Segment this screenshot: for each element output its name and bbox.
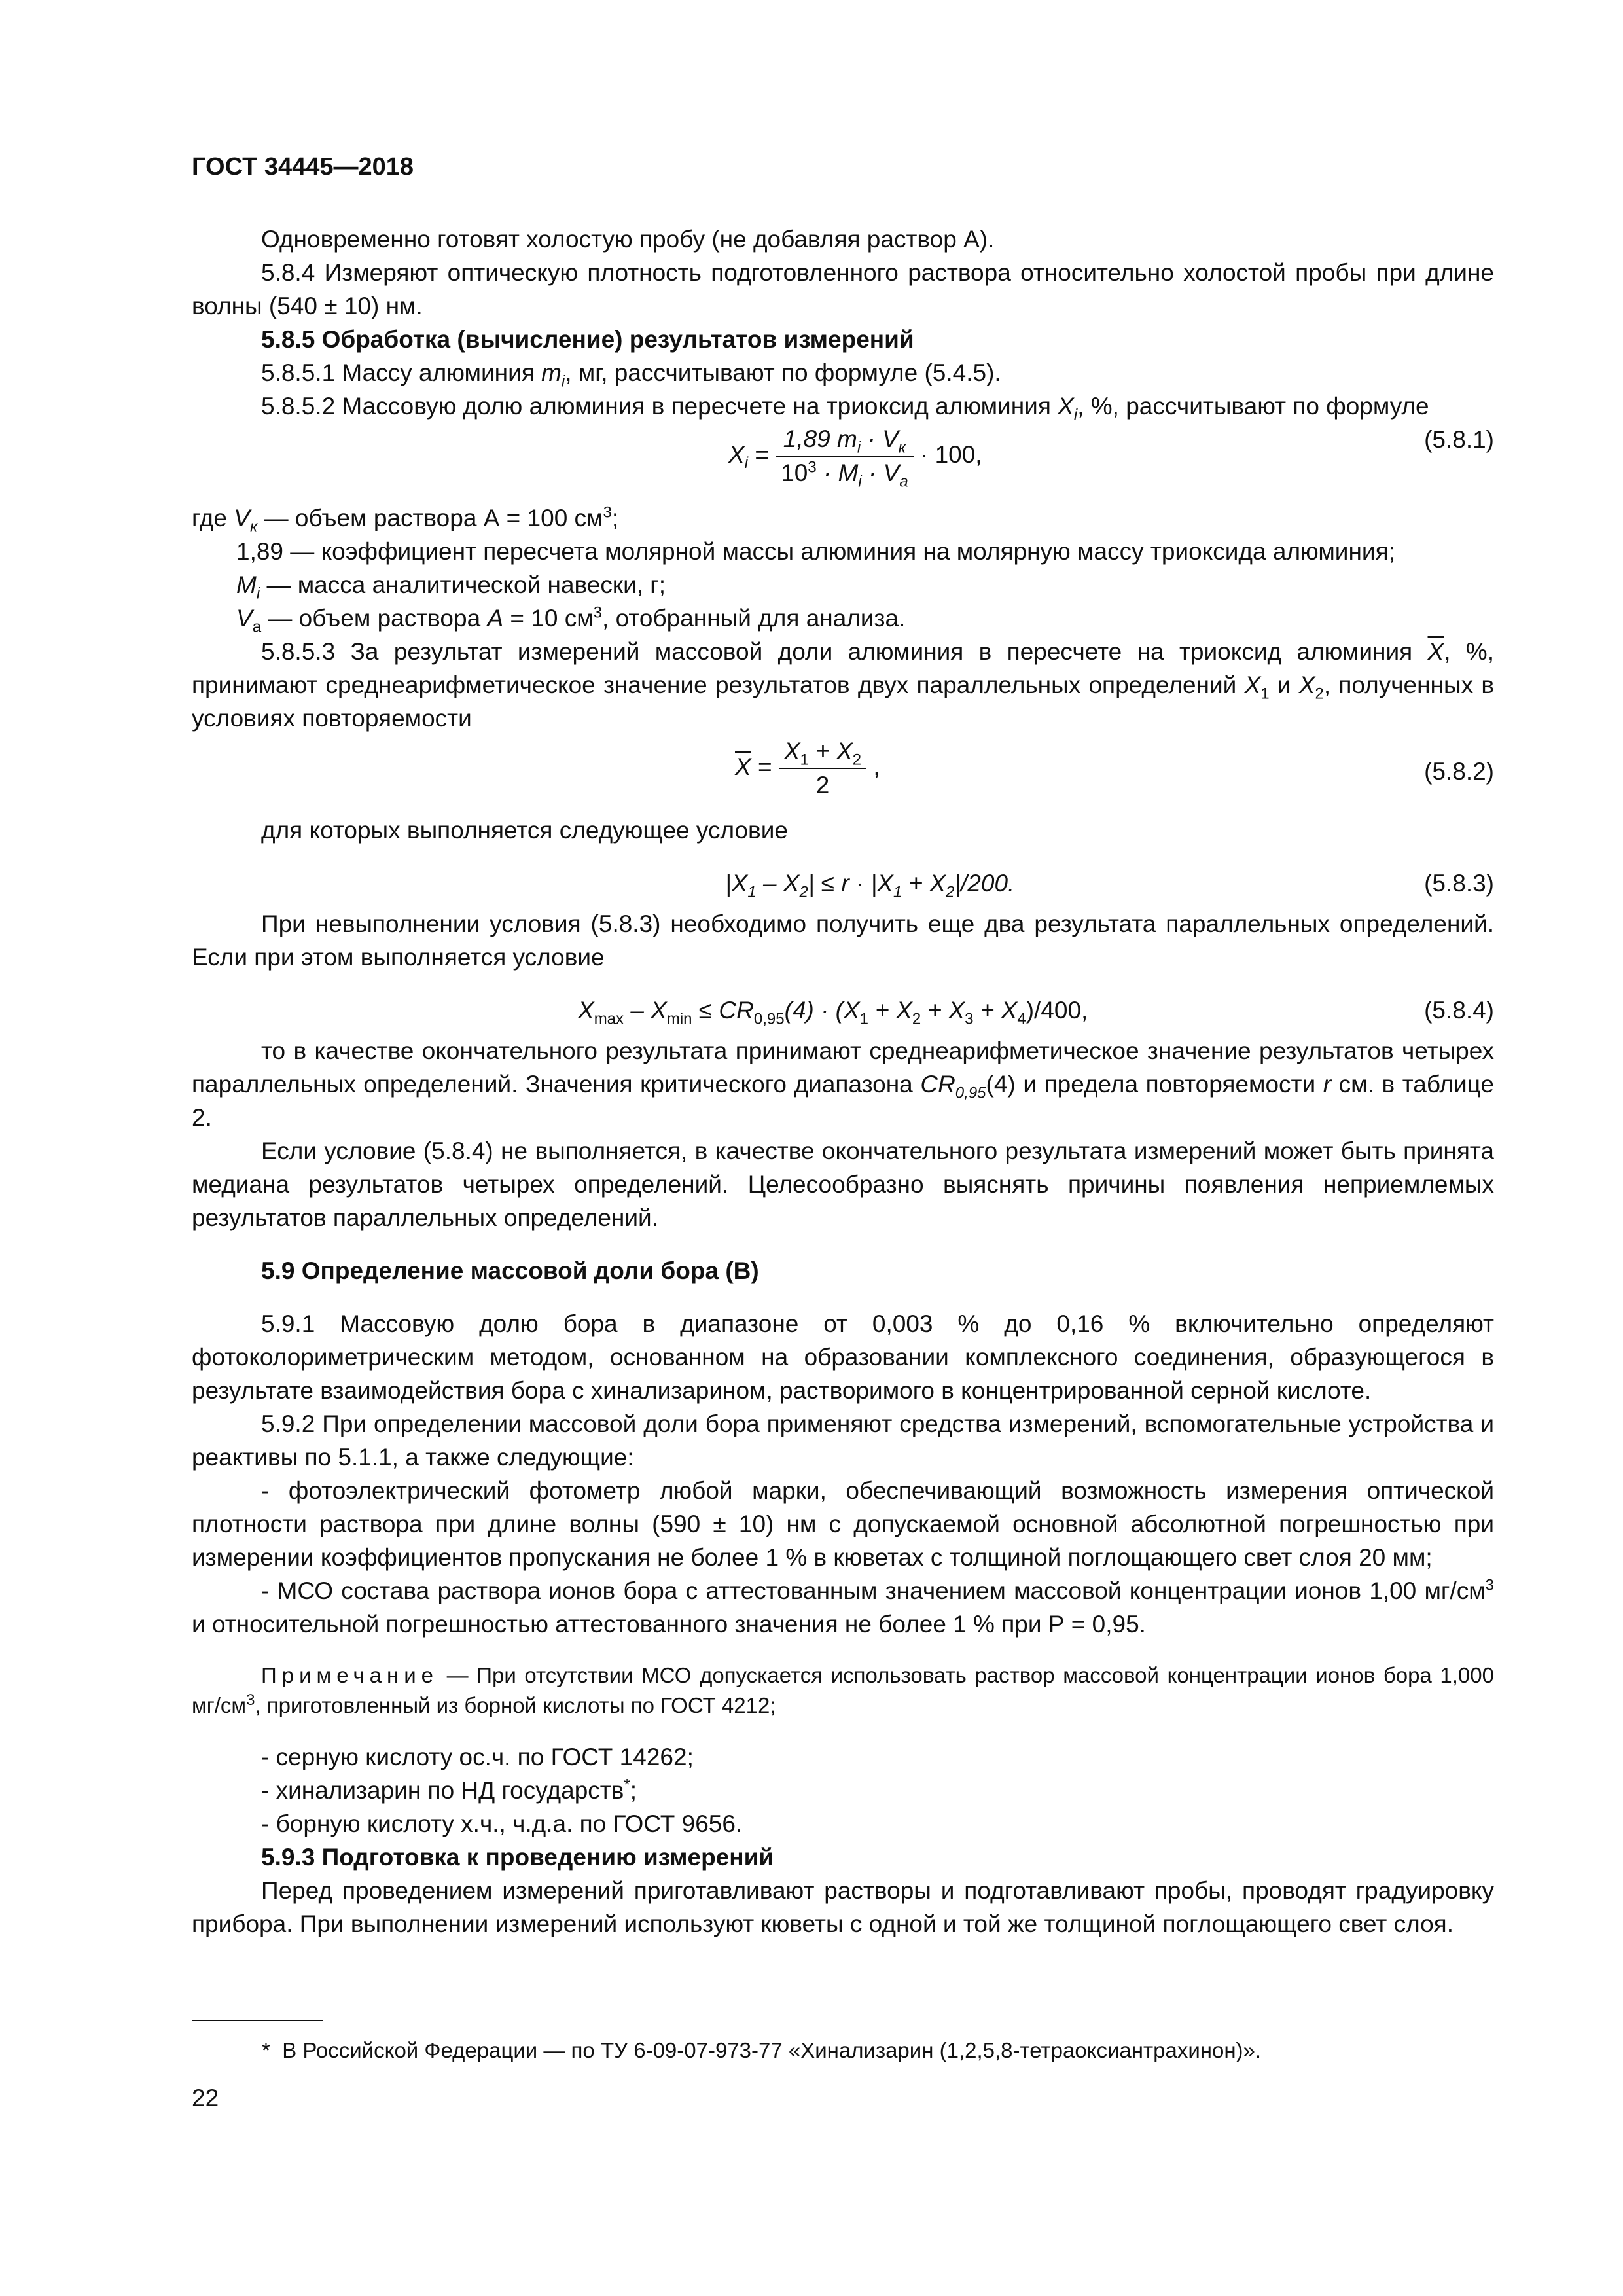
- where-line: $M_i$ — масса аналитической навески, г;: [236, 571, 666, 603]
- where-line: где $V_к$ — объем раствора А = 100 $см^3$;: [192, 503, 619, 536]
- footnote-divider: [192, 2020, 323, 2021]
- paragraph: для которых выполняется следующее условие: [261, 817, 788, 844]
- list-item: - хинализарин по НД государств*;: [261, 1776, 637, 1804]
- document-body: [192, 223, 1494, 1941]
- note: Примечание — При отсутствии МСО допускается использовать раствор массовой концентрации ионов бора 1,000 $мг/см^3$, приготовленный из борной кислоты по ГОСТ 4212;: [192, 1663, 1494, 1717]
- paragraph-5-8-4: 5.8.4 Измеряют оптическую плотность подготовленного раствора относительно холостой пробы при длине волны (540 ± 10) нм.: [192, 259, 1494, 319]
- paragraph: При невыполнении условия (5.8.3) необходимо получить еще два результата параллельных определений. Если при этом выполняется условие: [192, 910, 1494, 971]
- fraction: $\frac{1,89 m_i \cdot V_к}{10^3 \cdot M_i \cdot V_a}$: [776, 423, 913, 490]
- equation-5-8-2: $\overline{X}$ = $\frac{X_1 + X_2}{2}$ , (5.8.2): [192, 735, 1494, 814]
- equation-5-8-3: $|X_1 - X_2| \le r \cdot |X_1 + X_2|/200$. (5.8.3): [192, 867, 1494, 907]
- paragraph-5-8-5-2: 5.8.5.2 Массовую долю алюминия в пересчете на триоксид алюминия $X_i$, %, рассчитывают по формуле: [261, 393, 1429, 424]
- where-line: 1,89 — коэффициент пересчета молярной массы алюминия на молярную массу триоксида алюминия;: [236, 538, 1395, 565]
- equation-number: (5.8.2): [1424, 758, 1494, 785]
- heading-5-8-5: 5.8.5 Обработка (вычисление) результатов измерений: [261, 326, 914, 353]
- equation-5-8-4: $X_{max} - X_{min} \le CR_{0,95}(4) \cdot (X_1 + X_2 + X_3 + X_4)/400$, (5.8.4): [192, 994, 1494, 1034]
- paragraph-5-9-1: 5.9.1 Массовую долю бора в диапазоне от 0,003 % до 0,16 % включительно определяют фотоколориметрическим методом, основанном на образовании комплексного соединения, образующегося в результате взаимодействия бора с хинализарином, растворимого в концентрированной серной кислоте.: [192, 1310, 1494, 1404]
- where-line: $V_a$ — объем раствора A = 10 $см^3$, отобранный для анализа.: [236, 603, 906, 636]
- equation-5-8-1: $X_i$ = $\frac{1,89 m_i \cdot V_к}{10^3 \cdot M_i \cdot V_a}$ · 100, (5.8.1): [192, 423, 1494, 501]
- paragraph-5-9-2: 5.9.2 При определении массовой доли бора применяют средства измерений, вспомогательные устройства и реактивы по 5.1.1, а также следующие:: [192, 1410, 1494, 1471]
- list-item: - фотоэлектрический фотометр любой марки, обеспечивающий возможность измерения оптической плотности раствора при длине волны (590 ± 10) нм с допускаемой основной абсолютной погрешностью при измерении коэффициентов пропускания не более 1 % в кюветах с толщиной поглощающего свет слоя 20 мм;: [192, 1477, 1494, 1571]
- paragraph-5-9-3: Перед проведением измерений приготавливают растворы и подготавливают пробы, проводят градуировку прибора. При выполнении измерений используют кюветы с одной и той же толщиной поглощающего свет слоя.: [192, 1877, 1494, 1937]
- list-item: - борную кислоту х.ч., ч.д.а. по ГОСТ 9656.: [261, 1810, 743, 1837]
- list-item: - серную кислоту ос.ч. по ГОСТ 14262;: [261, 1744, 694, 1770]
- footnote: * В Российской Федерации — по ТУ 6-09-07-973-77 «Хинализарин (1,2,5,8-тетраоксиантрахинон)».: [262, 2038, 1262, 2062]
- equation-number: (5.8.3): [1424, 870, 1494, 897]
- paragraph: то в качестве окончательного результата принимают среднеарифметическое значение результатов четырех параллельных определений. Значения критического диапазона $CR_{0,95}(4)$ и предела повторяемости r см. в таблице 2.: [192, 1037, 1494, 1131]
- fraction: $\frac{X_1 + X_2}{2}$: [779, 735, 866, 802]
- paragraph: Если условие (5.8.4) не выполняется, в качестве окончательного результата измерений может быть принята медиана результатов четырех определений. Целесообразно выяснять причины появления неприемлемых результатов параллельных определений.: [192, 1138, 1494, 1231]
- heading-5-9-3: 5.9.3 Подготовка к проведению измерений: [261, 1844, 774, 1871]
- equation-number: (5.8.4): [1424, 997, 1494, 1024]
- equation-number: (5.8.1): [1424, 426, 1494, 453]
- list-item: - МСО состава раствора ионов бора с аттестованным значением массовой концентрации ионов 1,00 $мг/см^3$ и относительной погрешностью аттестованного значения не более 1 % при Р = 0,95.: [192, 1576, 1494, 1638]
- page-header: ГОСТ 34445—2018: [192, 153, 414, 181]
- paragraph-5-8-5-1: 5.8.5.1 Массу алюминия $m_i$, мг, рассчитывают по формуле (5.4.5).: [261, 359, 1001, 391]
- heading-5-9: 5.9 Определение массовой доли бора (В): [261, 1257, 759, 1284]
- paragraph: Одновременно готовят холостую пробу (не добавляя раствор А).: [261, 226, 995, 253]
- paragraph-5-8-5-3: 5.8.5.3 За результат измерений массовой доли алюминия в пересчете на триоксид алюминия $\overline{X}$, %, принимают среднеарифметическое значение результатов двух параллельных определений $X_1$ и $X_2$, полученных в условиях повторяемости: [192, 638, 1494, 732]
- page-number: 22: [192, 2085, 219, 2111]
